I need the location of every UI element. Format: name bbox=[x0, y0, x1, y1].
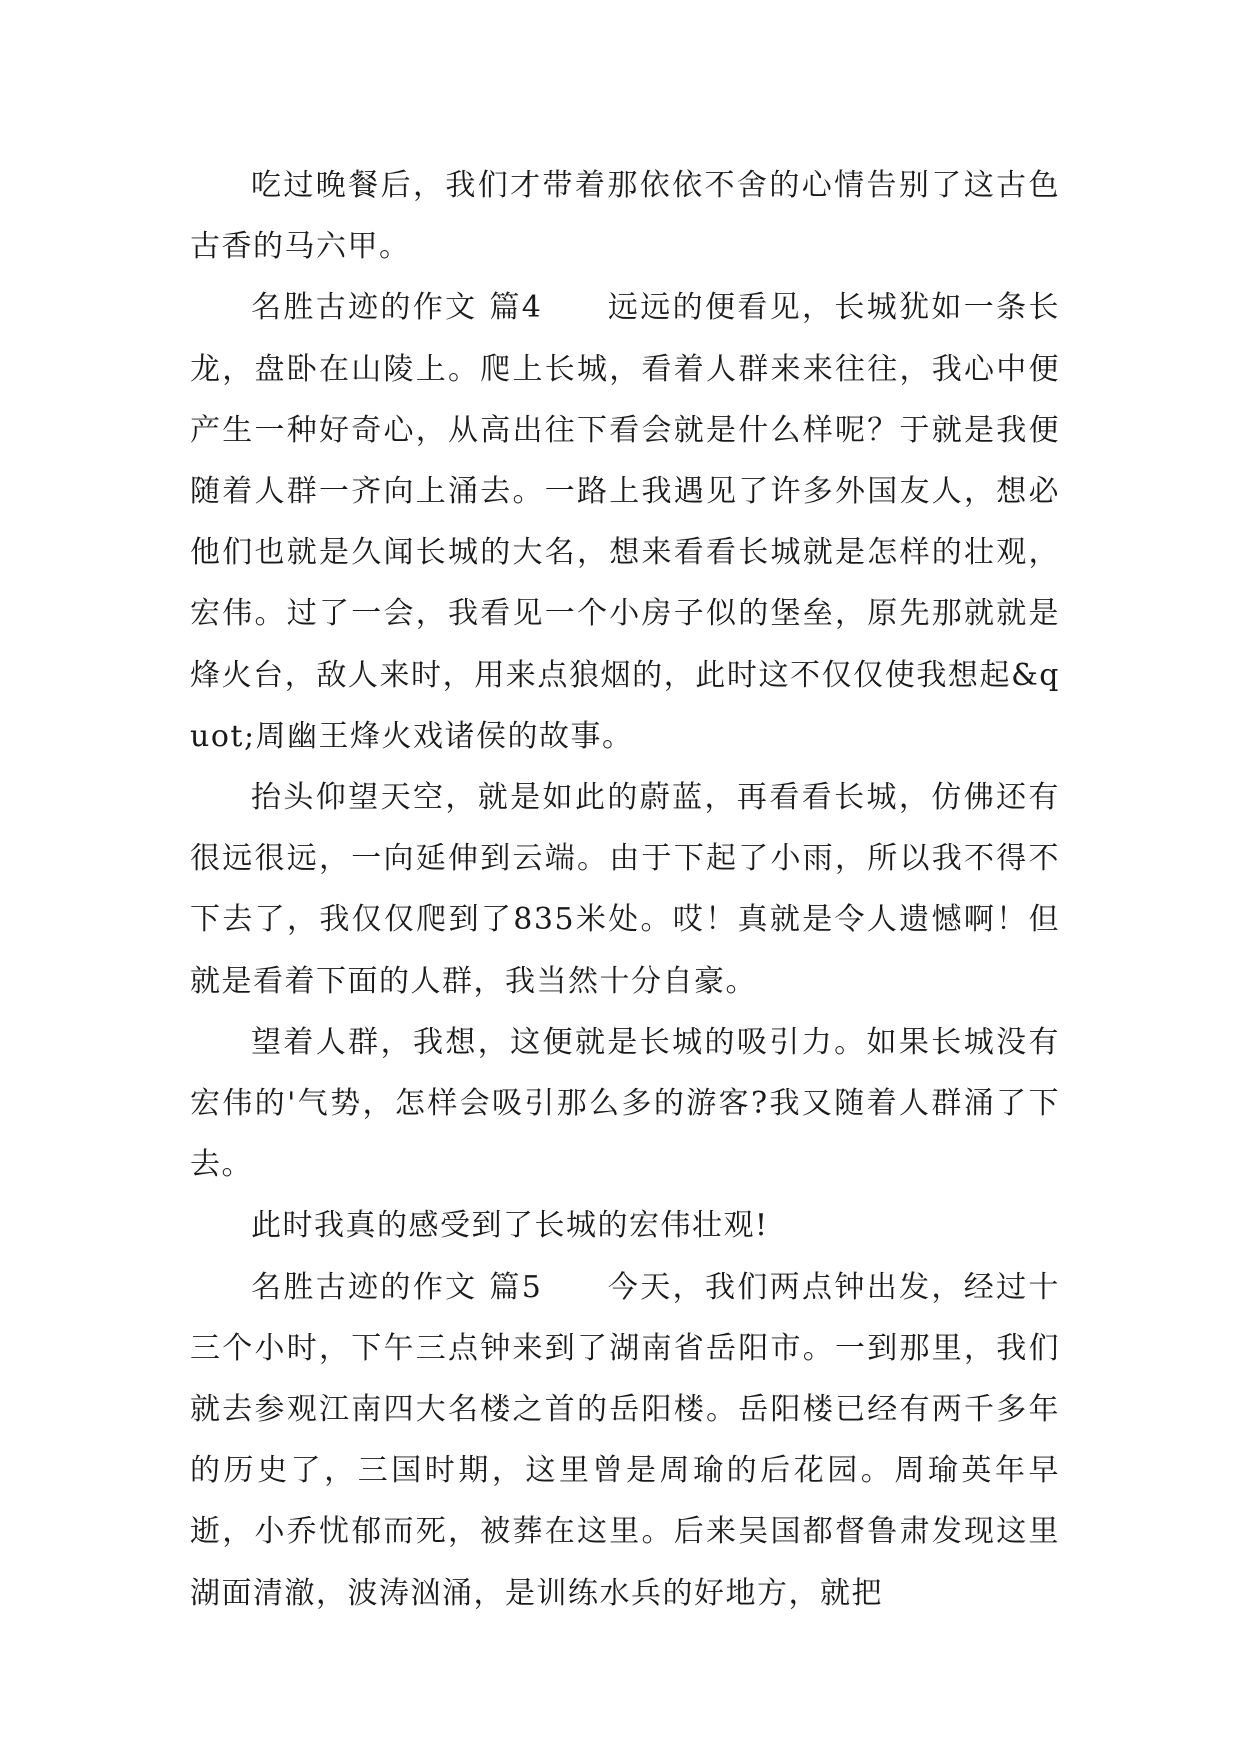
document-body bbox=[190, 155, 1060, 1624]
paragraph-4: 望着人群，我想，这便就是长城的吸引力。如果长城没有宏伟的'气势，怎样会吸引那么多的游客?我又随着人群涌了下去。 bbox=[190, 1024, 1060, 1183]
paragraph-1: 吃过晚餐后，我们才带着那依依不舍的心情告别了这古色古香的马六甲。 bbox=[190, 168, 1060, 265]
paragraph-5: 此时我真的感受到了长城的宏伟壮观! bbox=[251, 1208, 769, 1244]
paragraph-2: 名胜古迹的作文 篇4 远远的便看见，长城犹如一条长龙，盘卧在山陵上。爬上长城，看着人群来来往往，我心中便产生一种好奇心，从高出往下看会就是什么样呢？于就是我便随着人群一齐向上涌去。一路上我遇见了许多外国友人，想必他们也就是久闻长城的大名，想来看看长城就是怎样的壮观，宏伟。过了一会，我看见一个小房子似的堡垒，原先那就就是烽火台，敌人来时，用来点狼烟的，此时这不仅仅使我想起&quot;周幽王烽火戏诸侯的故事。 bbox=[190, 290, 1060, 754]
paragraph-3: 抬头仰望天空，就是如此的蔚蓝，再看看长城，仿佛还有很远很远，一向延伸到云端。由于下起了小雨，所以我不得不下去了，我仅仅爬到了835米处。哎！真就是令人遗憾啊！但就是看着下面的人群，我当然十分自豪。 bbox=[190, 780, 1060, 999]
paragraph-6: 名胜古迹的作文 篇5 今天，我们两点钟出发，经过十三个小时，下午三点钟来到了湖南省岳阳市。一到那里，我们就去参观江南四大名楼之首的岳阳楼。岳阳楼已经有两千多年的历史了，三国时期，这里曾是周瑜的后花园。周瑜英年早逝，小乔忧郁而死，被葬在这里。后来吴国都督鲁肃发现这里湖面清澈，波涛汹涌，是训练水兵的好地方，就把 bbox=[190, 1269, 1060, 1611]
